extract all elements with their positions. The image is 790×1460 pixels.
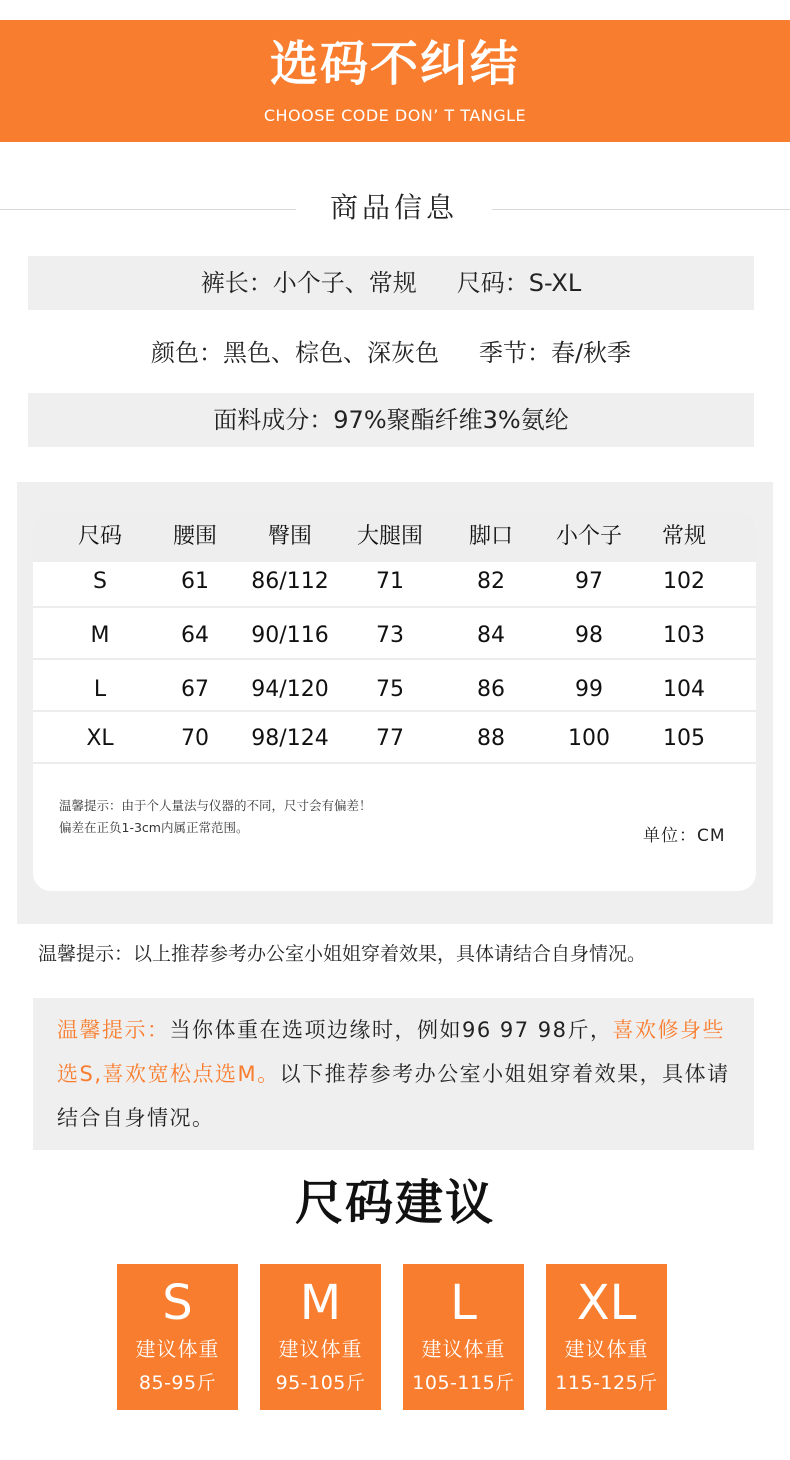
- table-cell: 86: [477, 677, 505, 702]
- table-cell: 102: [663, 569, 705, 594]
- size-recommendation-title: 尺码建议: [294, 1175, 495, 1231]
- table-cell: 105: [663, 726, 705, 751]
- table-cell: 104: [663, 677, 705, 702]
- header-waist: 腰围: [172, 524, 217, 549]
- table-cell: 75: [376, 677, 404, 702]
- table-cell: 71: [376, 569, 404, 594]
- size-weight-label: 建议体重: [278, 1337, 363, 1361]
- info-row-fabric: [28, 393, 754, 447]
- table-cell: 99: [575, 677, 603, 702]
- size-weight-range: 115-125斤: [555, 1372, 658, 1394]
- table-cell: 88: [477, 726, 505, 751]
- header-regular: 常规: [661, 524, 706, 549]
- size-letter: XL: [576, 1275, 637, 1331]
- size-card-xl: [546, 1264, 667, 1410]
- header-petite: 小个子: [555, 524, 622, 549]
- banner-subtitle: CHOOSE CODE DON’ T TANGLE: [263, 106, 527, 125]
- measurement-note-line2: 偏差在正负1-3cm内属正常范围。: [59, 820, 249, 835]
- table-cell: 70: [181, 726, 209, 751]
- info-row-length-size: [28, 256, 754, 310]
- header-hem: 脚口: [468, 524, 513, 549]
- table-cell: 86/112: [251, 569, 329, 594]
- table-cell: 98/124: [251, 726, 329, 751]
- size-card-m: [260, 1264, 381, 1410]
- table-cell: 77: [376, 726, 404, 751]
- table-cell: 82: [477, 569, 505, 594]
- row-divider: [33, 658, 756, 660]
- size-letter: L: [450, 1275, 477, 1331]
- fabric: 面料成分：97%聚酯纤维3%氨纶: [213, 406, 569, 434]
- table-cell: 64: [181, 623, 209, 648]
- table-cell: 103: [663, 623, 705, 648]
- warm-tip-body-2: 以下推荐参考办公室小姐姐穿着效果，具体请结合自身情况。: [57, 1062, 730, 1130]
- colors: 颜色：黑色、棕色、深灰色: [150, 339, 439, 367]
- size-card-l: [403, 1264, 524, 1410]
- size-weight-label: 建议体重: [564, 1337, 649, 1361]
- table-cell: 61: [181, 569, 209, 594]
- size-letter: S: [162, 1275, 193, 1331]
- table-cell: XL: [86, 726, 114, 751]
- table-cell: 97: [575, 569, 603, 594]
- table-header: [33, 511, 756, 562]
- table-cell: 100: [568, 726, 610, 751]
- table-cell: S: [93, 569, 107, 594]
- warm-tip-label: 温馨提示：: [57, 1018, 170, 1042]
- table-cell: L: [93, 677, 107, 702]
- size-table-card: [33, 511, 756, 891]
- size-weight-range: 85-95斤: [138, 1372, 217, 1394]
- table-cell: 67: [181, 677, 209, 702]
- size-range: 尺码：S-XL: [456, 269, 582, 297]
- table-cell: 98: [575, 623, 603, 648]
- section-title: 商品信息: [329, 191, 458, 224]
- table-cell: 73: [376, 623, 404, 648]
- table-cell: 94/120: [251, 677, 329, 702]
- heading-divider-right: [492, 209, 790, 210]
- size-letter: M: [299, 1275, 342, 1331]
- warm-tip-highlight: 喜欢修身些选S,喜欢宽松点选M。: [57, 1018, 726, 1086]
- measurement-note-line1: 温馨提示：由于个人量法与仪器的不同，尺寸会有偏差！: [59, 798, 372, 813]
- warm-tip-body-1: 当你体重在选项边缘时，例如96 97 98斤，: [169, 1018, 613, 1042]
- recommendation-tip: 温馨提示：以上推荐参考办公室小姐姐穿着效果，具体请结合自身情况。: [38, 943, 647, 965]
- warm-tip-text: [57, 1008, 747, 1140]
- row-divider: [33, 710, 756, 712]
- size-weight-range: 105-115斤: [412, 1372, 515, 1394]
- row-divider: [33, 606, 756, 608]
- table-cell: 90/116: [251, 623, 329, 648]
- banner-title: 选码不纠结: [269, 36, 520, 92]
- header-thigh: 大腿围: [356, 524, 423, 549]
- size-weight-range: 95-105斤: [275, 1372, 366, 1394]
- pants-length: 裤长：小个子、常规: [200, 269, 417, 297]
- header-hip: 臀围: [267, 524, 312, 549]
- size-weight-label: 建议体重: [135, 1337, 220, 1361]
- size-weight-label: 建议体重: [421, 1337, 506, 1361]
- table-cell: 84: [477, 623, 505, 648]
- table-cell: M: [90, 623, 110, 648]
- unit-label: 单位：CM: [643, 826, 726, 846]
- row-divider: [33, 762, 756, 764]
- season: 季节：春/秋季: [478, 339, 632, 367]
- heading-divider-left: [0, 209, 296, 210]
- size-card-s: [117, 1264, 238, 1410]
- header-size: 尺码: [77, 524, 122, 549]
- info-row-color-season: [28, 326, 754, 380]
